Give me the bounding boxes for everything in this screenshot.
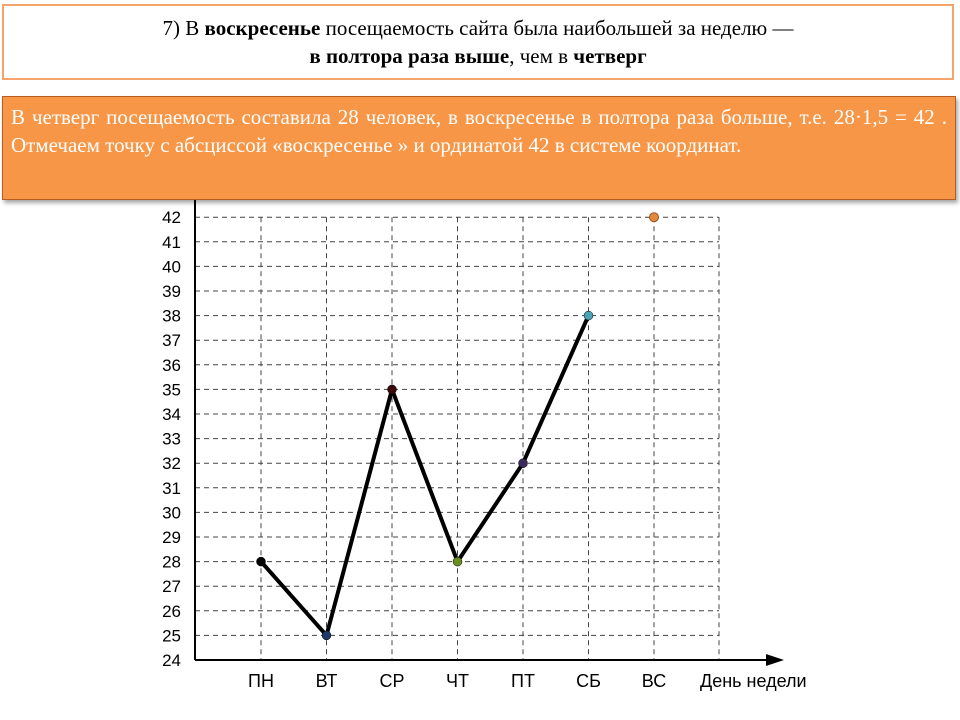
y-tick-label: 37	[162, 331, 181, 351]
x-tick-label: ПН	[248, 671, 274, 691]
x-tick-label: ПТ	[511, 671, 535, 691]
x-tick-label: СБ	[576, 671, 601, 691]
x-axis-arrow	[766, 654, 784, 666]
data-point	[388, 385, 397, 394]
title-mid: , чем в	[509, 44, 574, 68]
y-tick-label: 36	[162, 355, 181, 375]
y-tick-label: 31	[162, 478, 181, 498]
y-tick-label: 42	[162, 208, 181, 228]
y-tick-label: 35	[162, 380, 181, 400]
y-tick-label: 29	[162, 528, 181, 547]
task-title	[2, 4, 954, 80]
y-tick-label: 28	[162, 552, 181, 572]
data-point	[584, 311, 593, 320]
data-point	[322, 631, 331, 640]
title-bold-sunday: воскресенье	[204, 16, 321, 40]
data-point	[257, 557, 266, 566]
y-tick-label: 39	[162, 282, 181, 301]
y-tick-label: 26	[162, 601, 181, 621]
x-tick-label: СР	[379, 671, 405, 691]
title-bold-ratio: в полтора раза выше	[309, 44, 510, 68]
series-line	[261, 316, 589, 636]
y-tick-label: 32	[162, 454, 181, 474]
solution-text: В четверг посещаемость составила 28 человек, в воскресенье в полтора раза больше, т.е. 28·1,5 = 42 . Отмечаем точку с абсциссой «воскресенье » и ординатой 42 в системе координат.	[11, 105, 947, 157]
title-rest: посещаемость сайта была наибольшей за неделю —	[320, 16, 794, 40]
y-tick-label: 34	[162, 405, 181, 424]
title-prefix: 7) В	[162, 16, 205, 40]
solution-note	[2, 96, 956, 200]
y-tick-label: 24	[162, 651, 181, 670]
y-tick-label: 38	[162, 306, 181, 326]
data-point	[453, 557, 462, 566]
y-tick-label: 40	[162, 257, 181, 277]
y-tick-label: 30	[162, 503, 181, 523]
highlight-point	[650, 213, 659, 222]
chart-axes	[195, 200, 784, 666]
y-tick-label: 25	[162, 626, 181, 646]
y-tick-label: 41	[162, 232, 181, 252]
chart-grid	[195, 217, 719, 660]
x-axis-label: День недели	[700, 671, 807, 691]
y-tick-label: 27	[162, 577, 181, 597]
x-tick-label: ЧТ	[446, 671, 469, 691]
x-tick-label: ВТ	[315, 671, 338, 691]
x-tick-label: ВС	[641, 671, 667, 691]
y-tick-label: 33	[162, 429, 181, 449]
title-bold-thursday: четверг	[573, 44, 647, 68]
data-point	[519, 459, 528, 468]
